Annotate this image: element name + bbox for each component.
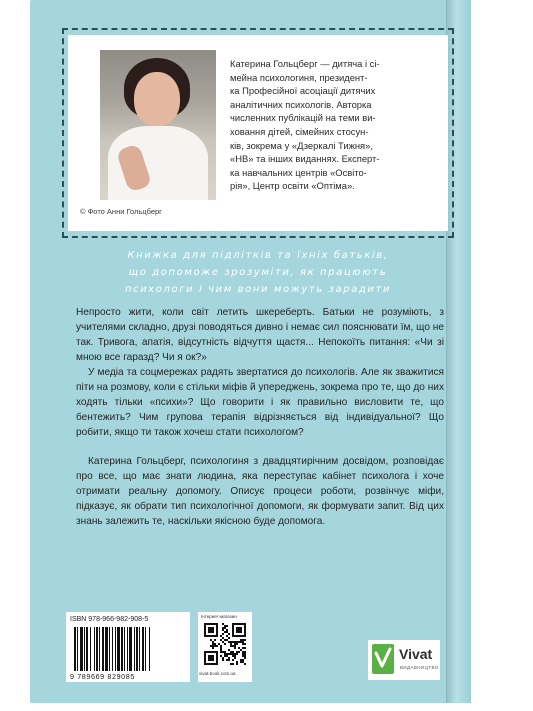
- qr-module: [208, 627, 214, 633]
- qr-module: [222, 651, 224, 653]
- qr-module: [244, 643, 246, 645]
- paragraph-gap: [76, 440, 444, 454]
- qr-module: [212, 641, 214, 643]
- qr-module: [228, 633, 230, 635]
- qr-module: [220, 639, 222, 641]
- qr-module: [230, 653, 232, 655]
- barcode-bar: [94, 627, 95, 671]
- qr-module: [238, 647, 240, 649]
- bio-line: численних публікацій на теми ви-: [230, 112, 376, 124]
- vivat-logo-icon: [372, 644, 394, 674]
- barcode-bar: [129, 627, 132, 671]
- qr-module: [210, 645, 212, 647]
- barcode-bar: [99, 627, 100, 671]
- barcode-bar: [136, 627, 138, 671]
- qr-module: [220, 647, 222, 649]
- qr-module: [216, 645, 218, 647]
- qr-module: [242, 639, 244, 641]
- qr-module: [222, 623, 224, 625]
- qr-module: [218, 643, 220, 645]
- qr-module: [232, 655, 234, 657]
- qr-module: [220, 645, 222, 647]
- qr-module: [242, 655, 244, 657]
- description-paragraph-1: Непросто жити, коли світ летить шкереберть. Батьки не розуміють, з учителями складно, друзі поводяться дивно і немає сил пояснювати їм, що не так. Тривога, апатія, відсутність відчуття щастя... Непокоїть питання: «Чи зі мною все гаразд? Чи я ок?»: [76, 307, 444, 363]
- qr-module: [230, 663, 232, 665]
- bio-line: ків, зокрема у «Дзеркалі Тижня»,: [230, 139, 373, 151]
- qr-module: [242, 659, 244, 661]
- qr-module: [244, 647, 246, 649]
- qr-module: [242, 653, 244, 655]
- qr-module: [214, 639, 216, 641]
- qr-module: [236, 651, 238, 653]
- tagline-line: що допоможе зрозуміти, як працюють: [128, 267, 388, 278]
- qr-module: [228, 659, 230, 661]
- qr-module: [236, 663, 238, 665]
- qr-module: [232, 651, 234, 653]
- publisher-subtitle: ВИДАВНИЦТВО: [400, 665, 439, 670]
- photo-face: [134, 72, 180, 126]
- qr-module: [214, 643, 216, 645]
- barcode-bar: [127, 627, 128, 671]
- barcode-bar: [90, 627, 91, 671]
- qr-module: [226, 659, 228, 661]
- qr-module: [226, 631, 228, 633]
- bio-line: ка Професійної асоціації дитячих: [230, 85, 376, 97]
- bio-line: аналітичних психологів. Авторка: [230, 98, 372, 110]
- description-paragraph-3: Катерина Гольцберг, психологиня з двадцятирічним досвідом, розповідає про все, що має знати людина, яка переступає кабінет психолога і хоче отримати реальну допомогу. Описує процеси роботи, розвінчує міфи, підказує, як обрати тип психологічної допомоги, як формувати запит. Від цих знань залежить те, наскільки якісною буде допомога.: [76, 456, 444, 527]
- barcode-bar: [96, 627, 98, 671]
- qr-module: [238, 651, 240, 653]
- qr-module: [236, 643, 238, 645]
- qr-module: [236, 641, 238, 643]
- qr-module: [228, 649, 230, 651]
- qr-module: [232, 653, 234, 655]
- qr-module: [224, 627, 226, 629]
- bio-line: мейна психологиня, президент-: [230, 71, 368, 83]
- author-photo: [100, 50, 216, 200]
- barcode-bar: [139, 627, 140, 671]
- qr-module: [232, 663, 234, 665]
- qr-module: [226, 635, 228, 637]
- qr-module: [242, 661, 244, 663]
- barcode-bar: [142, 627, 144, 671]
- qr-module: [232, 641, 234, 643]
- qr-module: [212, 645, 214, 647]
- qr-module: [220, 651, 222, 653]
- qr-module: [226, 625, 228, 627]
- qr-module: [224, 651, 226, 653]
- barcode-bar: [84, 627, 85, 671]
- barcode-bar: [121, 627, 123, 671]
- qr-module: [244, 655, 246, 657]
- qr-module: [222, 657, 224, 659]
- qr-module: [244, 657, 246, 659]
- qr-module: [238, 641, 240, 643]
- qr-module: [226, 629, 228, 631]
- qr-module: [224, 631, 226, 633]
- barcode: [74, 627, 186, 671]
- qr-module: [230, 651, 232, 653]
- qr-module: [232, 645, 234, 647]
- book-tagline: [62, 247, 454, 298]
- publisher-name: Vivat: [399, 646, 433, 662]
- barcode-bar: [117, 627, 120, 671]
- qr-module: [224, 655, 226, 657]
- qr-module: [222, 659, 224, 661]
- qr-module: [222, 637, 224, 639]
- qr-module: [212, 643, 214, 645]
- barcode-bar: [124, 627, 125, 671]
- barcode-bar: [86, 627, 88, 671]
- book-description: [76, 305, 444, 529]
- qr-module: [240, 641, 242, 643]
- qr-module: [242, 651, 244, 653]
- qr-module: [240, 639, 242, 641]
- barcode-bar: [109, 627, 110, 671]
- qr-module: [224, 639, 226, 641]
- qr-module: [228, 657, 230, 659]
- qr-module: [236, 661, 238, 663]
- barcode-bar: [145, 627, 146, 671]
- qr-module: [222, 641, 224, 643]
- barcode-bar: [134, 627, 135, 671]
- qr-module: [242, 643, 244, 645]
- bio-line: «НВ» та інших виданнях. Експерт-: [230, 153, 380, 165]
- qr-module: [244, 639, 246, 641]
- bio-line: рія», Центр освіти «Оптіма».: [230, 180, 355, 192]
- barcode-bar: [112, 627, 113, 671]
- qr-module: [244, 651, 246, 653]
- qr-module: [234, 653, 236, 655]
- qr-module: [242, 641, 244, 643]
- barcode-bar: [80, 627, 83, 671]
- qr-module: [244, 663, 246, 665]
- qr-module: [234, 645, 236, 647]
- qr-module: [228, 641, 230, 643]
- qr-module: [220, 655, 222, 657]
- barcode-bar: [115, 627, 116, 671]
- bio-line: ка навчальних центрів «Освіто-: [230, 166, 367, 178]
- qr-module: [232, 659, 234, 661]
- description-paragraph-2: У медіа та соцмережах радять звертатися до психологів. Але як зважитися піти на розмову, коли є стільки міфів й упереджень, зокрема про те, що до них ходять тільки «психи»? Що говорити і як правильно висловити те, що бентежить? Чим групова терапія відрізняється від індивідуальної? Що робити, якщо ти також хочеш стати психологом?: [76, 367, 444, 438]
- qr-module: [210, 639, 212, 641]
- qr-module: [212, 647, 214, 649]
- qr-module: [228, 653, 230, 655]
- qr-module: [220, 635, 222, 637]
- author-bio: [230, 57, 440, 193]
- qr-module: [226, 639, 228, 641]
- qr-code: [204, 623, 246, 665]
- tagline-line: Книжка для підлітків та їхніх батьків,: [127, 250, 389, 261]
- qr-module: [234, 655, 236, 657]
- qr-module: [228, 637, 230, 639]
- qr-label: Інтернет-магазин: [201, 614, 237, 619]
- qr-module: [234, 647, 236, 649]
- qr-module: [226, 653, 228, 655]
- qr-module: [226, 655, 228, 657]
- barcode-bar: [149, 627, 150, 671]
- qr-module: [236, 653, 238, 655]
- qr-module: [234, 643, 236, 645]
- qr-module: [230, 641, 232, 643]
- bio-line: ховання дітей, сімейних стосун-: [230, 125, 369, 137]
- barcode-bar: [105, 627, 108, 671]
- qr-module: [230, 645, 232, 647]
- bio-line: Катерина Гольцберг — дитяча і сі-: [230, 58, 380, 69]
- qr-module: [224, 653, 226, 655]
- qr-module: [208, 655, 214, 661]
- qr-module: [244, 653, 246, 655]
- qr-module: [222, 627, 224, 629]
- barcode-bar: [77, 627, 78, 671]
- qr-module: [236, 627, 242, 633]
- qr-module: [234, 657, 236, 659]
- photo-credit: © Фото Анни Гольцберг: [80, 207, 162, 216]
- qr-url: vivat-book.com.ua: [199, 671, 236, 676]
- qr-module: [230, 643, 232, 645]
- qr-module: [240, 649, 242, 651]
- barcode-bar: [74, 627, 76, 671]
- qr-module: [214, 645, 216, 647]
- barcode-bar: [102, 627, 104, 671]
- qr-module: [220, 649, 222, 651]
- qr-module: [222, 629, 224, 631]
- qr-module: [242, 647, 244, 649]
- qr-module: [234, 641, 236, 643]
- qr-module: [222, 633, 224, 635]
- qr-module: [224, 643, 226, 645]
- qr-module: [224, 625, 226, 627]
- qr-module: [240, 661, 242, 663]
- isbn-text: ISBN 978-966-982-908-5: [70, 616, 149, 623]
- qr-module: [240, 659, 242, 661]
- barcode-digits: 9 789669 829085: [70, 672, 135, 681]
- tagline-line: психологи і чим вони можуть зарадити: [124, 284, 392, 295]
